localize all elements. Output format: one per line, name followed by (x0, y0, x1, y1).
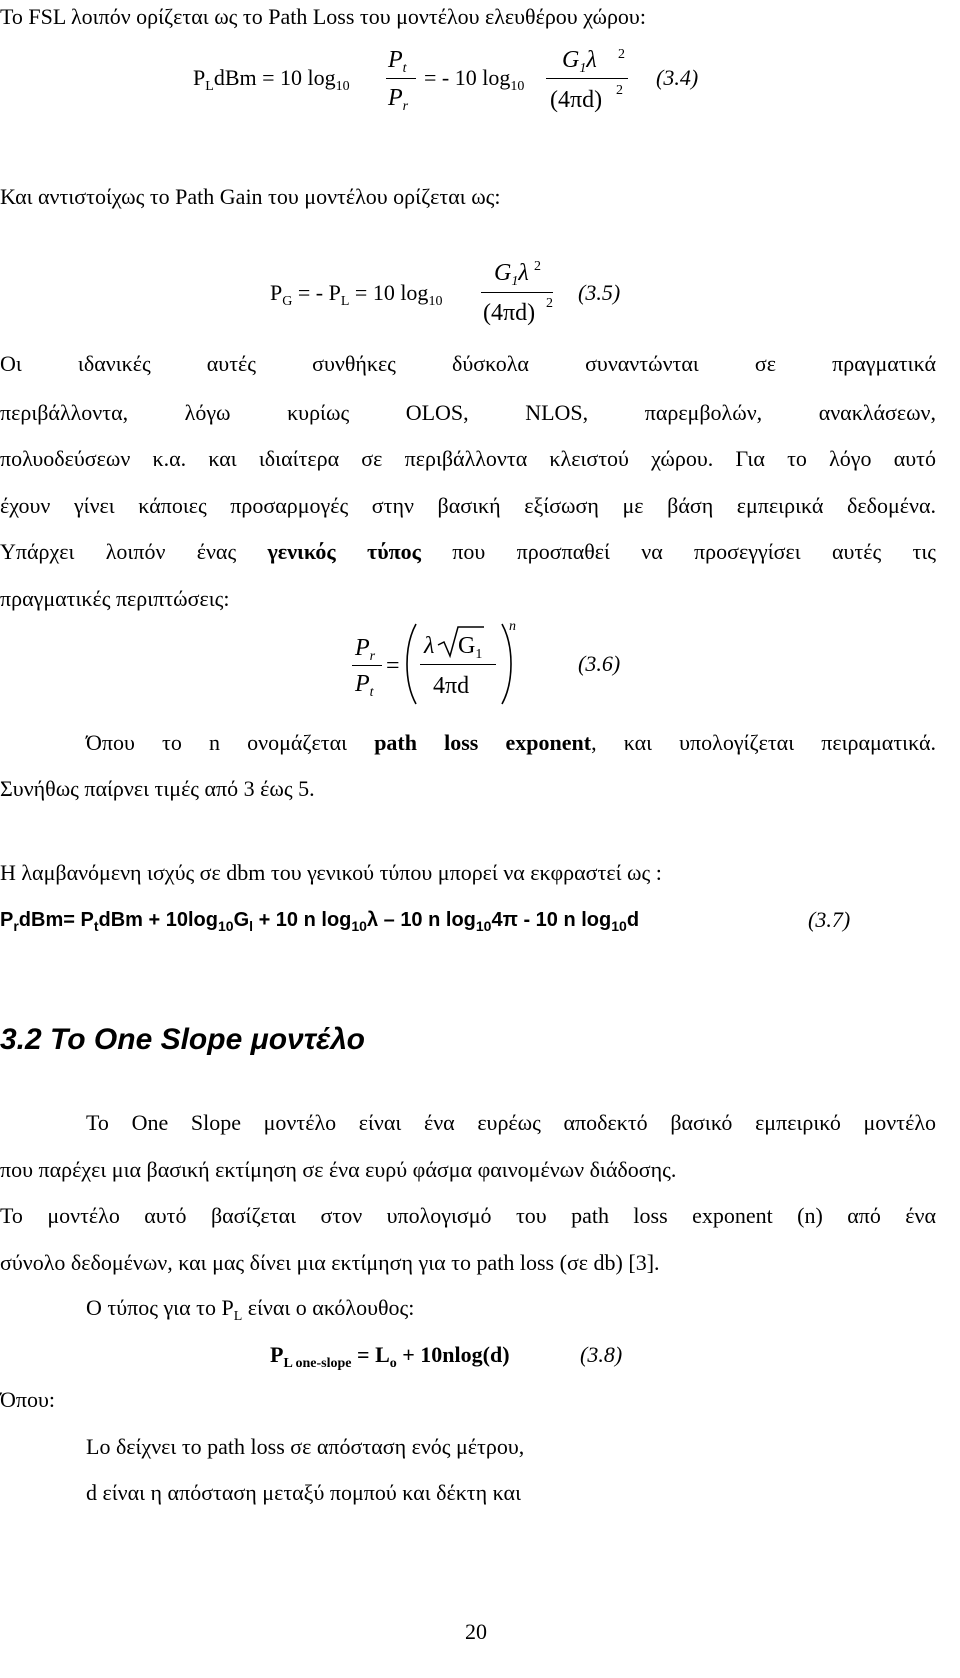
para1-line6: πραγματικές περιπτώσεις: (0, 586, 230, 611)
eq34-frac1-bar (386, 78, 416, 79)
eq34-frac2-numerator: $G_1\lambda$ (562, 47, 597, 76)
eq36-inner-bar (420, 664, 496, 665)
para1-line5: Υπάρχει λοιπόν ένας γενικός τύπος που προσπαθεί να προσεγγίσει αυτές τις (0, 539, 936, 564)
eq36-lhs-numerator: $P_r$ (355, 635, 376, 664)
para1-line3: πολυοδεύσεων κ.α. και ιδιαίτερα σε περιβάλλοντα κλειστού χώρου. Για το λόγο αυτό (0, 446, 936, 471)
eq36-label: (3.6) (578, 651, 621, 676)
para4-line2: που παρέχει μια βασική εκτίμηση σε ένα ευρύ φάσμα φαινομένων διάδοσης. (0, 1157, 677, 1182)
received-power-line: Η λαμβανόμενη ισχύς σε dbm του γενικού τύπου μπορεί να εκφραστεί ως : (0, 860, 662, 885)
intro-pg-line: Και αντιστοίχως το Path Gain του μοντέλου ορίζεται ως: (0, 184, 501, 209)
eq34-frac2-bar (546, 78, 628, 79)
eq34-lhs: $P_LdBm = 10$ $\log_{10}$ (193, 65, 350, 94)
definition-lo: Lo δείχνει το path loss σε απόσταση ενός μέτρου, (86, 1434, 525, 1459)
eq34-mid: = - 10 $\log_{10}$ (424, 65, 525, 94)
eq36-lhs-bar (352, 665, 382, 666)
path-loss-exponent-term: path loss exponent (374, 730, 592, 755)
eq36-lhs-denominator: $P_t$ (355, 671, 374, 700)
page-number: 20 (465, 1619, 487, 1644)
intro-fsl-line: Το FSL λοιπόν ορίζεται ως το Path Loss του μοντέλου ελευθέρου χώρου: (0, 4, 646, 29)
eq37-label: (3.7) (808, 907, 851, 932)
eq35-num-square: 2 (534, 259, 541, 274)
definition-d: d είναι η απόσταση μεταξύ πομπού και δέκτη και (86, 1480, 521, 1505)
para1-line1: Οι ιδανικές αυτές συνθήκες δύσκολα συναντώνται σε πραγματικά (0, 351, 936, 376)
eq34-frac1-numerator: $P_t$ (388, 47, 407, 76)
eq38-label: (3.8) (580, 1342, 623, 1367)
para1-line4: έχουν γίνει κάποιες προσαρμογές στην βασική εξίσωση με βάση εμπειρικά δεδομένα. (0, 493, 936, 518)
eq35-den-square: 2 (546, 296, 553, 311)
para1-line2: περιβάλλοντα, λόγω κυρίως OLOS, NLOS, παρεμβολών, ανακλάσεων, (0, 400, 936, 425)
eq36-root: $G_1$ (458, 633, 483, 662)
general-formula-term: γενικός τύπος (267, 539, 421, 564)
eq35-denominator: (4πd) (483, 300, 536, 326)
eq34-num-square: 2 (618, 47, 625, 62)
eq36-inner-denominator: 4πd (433, 673, 470, 699)
section-heading: 3.2 Το One Slope μοντέλο (0, 1023, 365, 1056)
eq34-den-square: 2 (616, 83, 623, 98)
eq35-numerator: $G_1\lambda$ (494, 260, 529, 289)
equation-3-7: $P_rdBm= P_tdBm + 10\log_{10}G_l + 10$ n $\log_{10}\lambda - 10$ n $\log_{10}4\pi - 10$ n $\log_{10}d$ (0, 909, 640, 934)
para4-line3: Το μοντέλο αυτό βασίζεται στον υπολογισμό του path loss exponent (n) από ένα (0, 1203, 936, 1228)
eq36-equals: = (386, 653, 400, 679)
eq35-lhs: $P_G$ = - $P_L = 10$ $\log_{10}$ (270, 280, 443, 309)
eq34-frac2-denominator: (4πd) (550, 87, 603, 113)
eq34-frac1-denominator: $P_r$ (388, 85, 409, 114)
eq35-fraction-bar (481, 292, 553, 293)
eq35-label: (3.5) (578, 280, 621, 305)
para4-line4: σύνολο δεδομένων, και μας δίνει μια εκτίμηση για το path loss (σε db) [3]. (0, 1250, 660, 1275)
eq34-label: (3.4) (656, 65, 699, 90)
eq36-exponent: n (509, 619, 516, 634)
para2-line1: Όπου το n ονομάζεται path loss exponent, και υπολογίζεται πειραματικά. (86, 730, 937, 755)
para4-line1: Το One Slope μοντέλο είναι ένα ευρέως αποδεκτό βασικό εμπειρικό μοντέλο (86, 1110, 936, 1135)
para2-line2: Συνήθως παίρνει τιμές από 3 έως 5. (0, 776, 315, 801)
formula-intro-line: Ο τύπος για το $P_L$ είναι ο ακόλουθος: (86, 1295, 415, 1324)
equation-3-8: $P_{L one-slope} = L_o + 10nlog(d)$ (270, 1342, 510, 1371)
eq36-lambda: λ (424, 633, 435, 659)
where-label: Όπου: (0, 1387, 55, 1412)
